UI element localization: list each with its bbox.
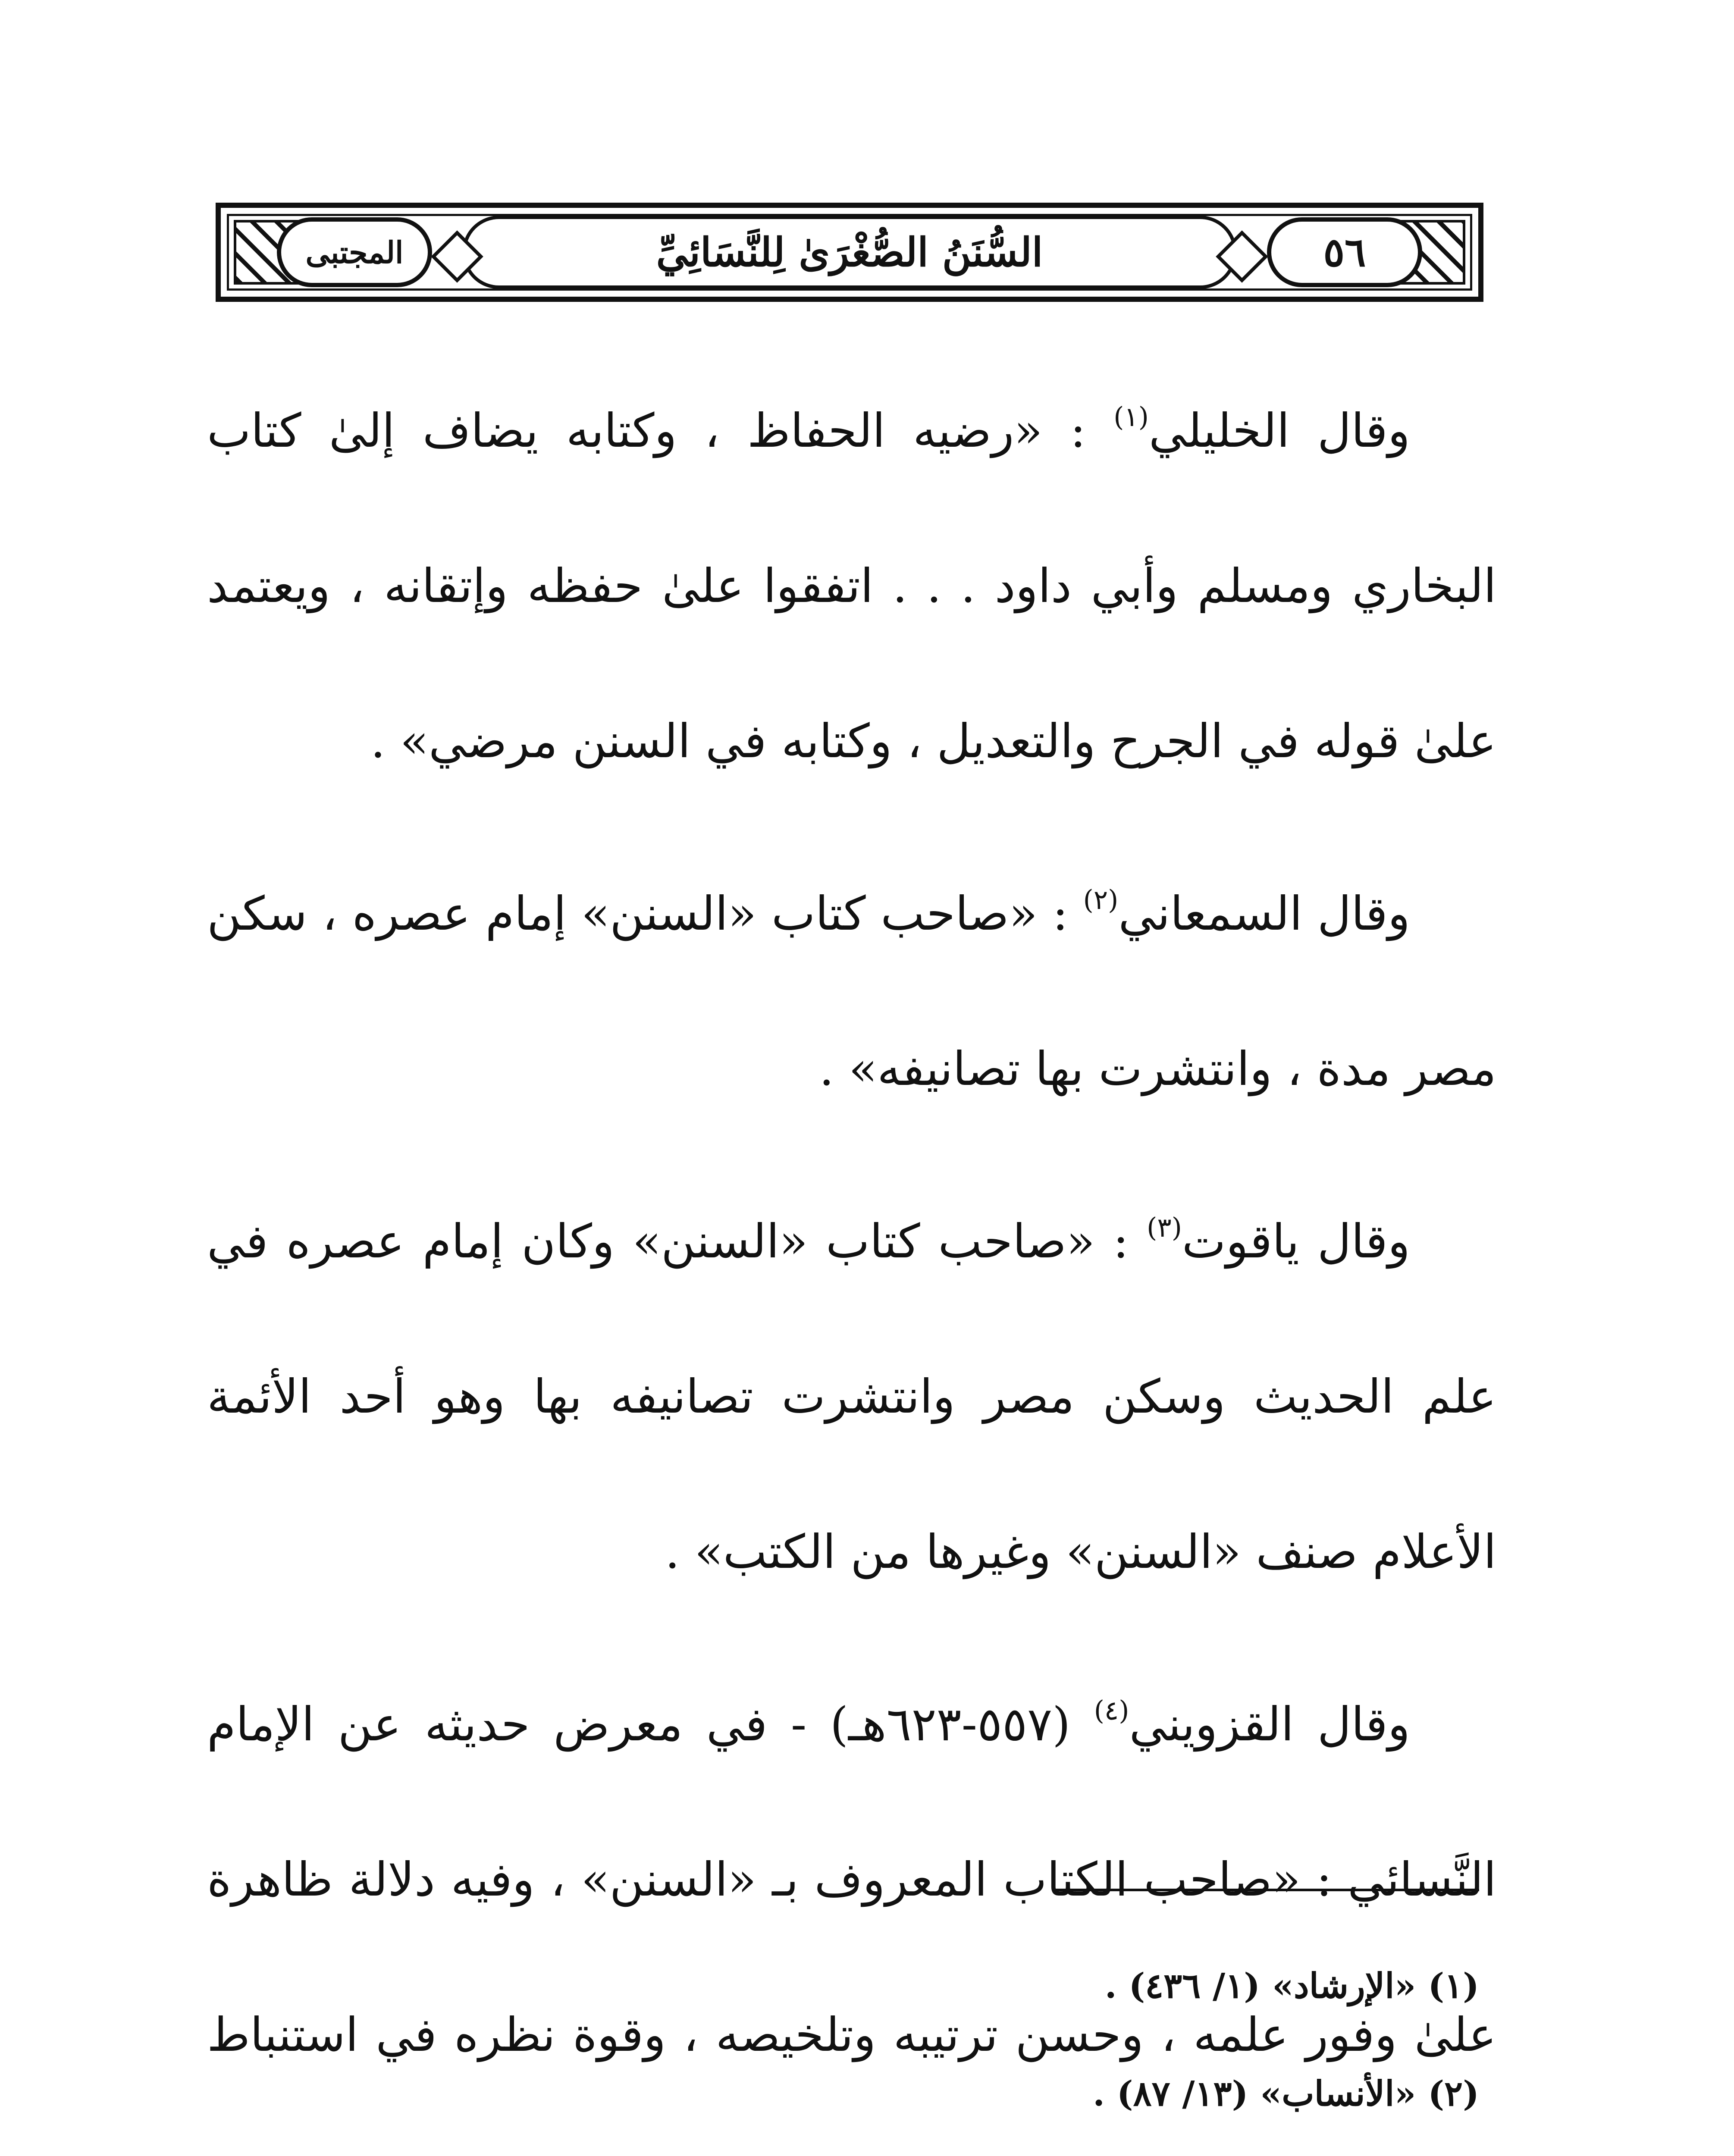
footnote-ref: (٣) (1147, 1212, 1182, 1243)
main-text (207, 354, 1496, 2156)
paragraph-text: وقال القزويني (1129, 1698, 1410, 1752)
paragraph-yaqut (207, 1164, 1496, 1630)
paragraph-samani (207, 837, 1496, 1147)
paragraph-text: وقال الخليلي (1148, 404, 1410, 458)
page-number: ٥٦ (1267, 217, 1422, 287)
ornamental-header (216, 203, 1483, 302)
footnote-item: (٢) «الأنساب» (١٣/ ٨٧) . (1093, 2073, 1479, 2114)
footnote-separator (1052, 1889, 1479, 1891)
footnote-item (690, 2147, 1479, 2156)
footnotes (690, 1932, 1479, 2156)
footnote-item: (١) «الإرشاد» (١/ ٤٣٦) . (1104, 1965, 1479, 2006)
emblem-medallion: المجتبى (277, 217, 432, 287)
paragraph-text: وقال ياقوت (1182, 1215, 1410, 1269)
footnote-ref: (٢) (1083, 884, 1119, 915)
paragraph-khalili (207, 354, 1496, 819)
paragraph-text: : «صاحب كتاب «السنن» إمام عصره ، سكن مصر مدة ، وانتشرت بها تصانيفه» . (207, 887, 1496, 1096)
paragraph-text: وقال السمعاني (1118, 887, 1410, 941)
paragraph-text: : «رضيه الحفاظ ، وكتابه يضاف إلىٰ كتاب البخاري ومسلم وأبي داود . . . اتفقوا علىٰ حفظه وإتقانه ، ويعتمد علىٰ قوله في الجرح والتعديل ، وكتابه في السنن مرضي» . (207, 404, 1496, 768)
running-title: السُّنَنُ الصُّغْرَىٰ لِلنَّسَائِيِّ (462, 216, 1237, 289)
footnote-ref: (٤) (1094, 1695, 1129, 1726)
paragraph-text: : «صاحب كتاب «السنن» وكان إمام عصره في علم الحديث وسكن مصر وانتشرت تصانيفه بها وهو أحد الأئمة الأعلام صنف «السنن» وغيرها من الكتب» . (207, 1215, 1496, 1579)
footnote-ref: (١) (1113, 401, 1149, 432)
paragraph-text: (٥٥٧-٦٢٣هـ) - في معرض حديثه عن الإمام النَّسائي : «صاحب الكتاب المعروف بـ «السنن» ، وفيه دلالة ظاهرة علىٰ وفور علمه ، وحسن ترتيبه وتلخيصه ، وقوة نظره في استنباط (207, 1698, 1496, 2062)
